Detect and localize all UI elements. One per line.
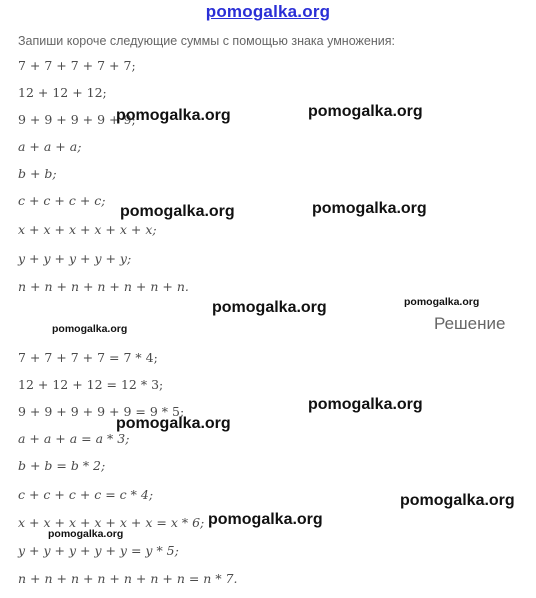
watermark: pomogalka.org	[120, 203, 235, 220]
solution-line: n + n + n + n + n + n + n = n * 7.	[18, 571, 238, 586]
sum-line: n + n + n + n + n + n + n.	[18, 279, 189, 294]
watermark: pomogalka.org	[116, 107, 231, 124]
solution-line: c + c + c + c = c * 4;	[18, 487, 154, 502]
watermark: pomogalka.org	[208, 511, 323, 528]
solution-line: 12 + 12 + 12 = 12 * 3;	[18, 377, 164, 392]
solution-line: 9 + 9 + 9 + 9 + 9 = 9 * 5;	[18, 404, 185, 419]
site-title[interactable]: pomogalka.org	[205, 2, 331, 21]
watermark: pomogalka.org	[308, 396, 423, 413]
sum-line: b + b;	[18, 166, 57, 181]
watermark: pomogalka.org	[212, 299, 327, 316]
sum-line: x + x + x + x + x + x;	[18, 222, 157, 237]
sum-line: 7 + 7 + 7 + 7 + 7;	[18, 58, 136, 73]
watermark: pomogalka.org	[116, 415, 231, 432]
solution-line: b + b = b * 2;	[18, 458, 106, 473]
watermark: pomogalka.org	[52, 323, 128, 335]
solution-line: x + x + x + x + x + x = x * 6;	[18, 515, 205, 530]
sum-line: y + y + y + y + y;	[18, 251, 132, 266]
watermark: pomogalka.org	[404, 296, 480, 308]
sum-line: c + c + c + c;	[18, 193, 106, 208]
watermark: pomogalka.org	[48, 528, 124, 540]
watermark: pomogalka.org	[308, 103, 423, 120]
sum-line: 9 + 9 + 9 + 9 + 9;	[18, 112, 136, 127]
task-text: Запиши короче следующие суммы с помощью знака умножения:	[18, 34, 395, 48]
watermark: pomogalka.org	[400, 492, 515, 509]
solution-heading: Решение	[434, 314, 506, 333]
watermark: pomogalka.org	[312, 200, 427, 217]
solution-line: y + y + y + y + y = y * 5;	[18, 543, 179, 558]
sum-line: 12 + 12 + 12;	[18, 85, 107, 100]
solution-line: 7 + 7 + 7 + 7 = 7 * 4;	[18, 350, 158, 365]
sum-line: a + a + a;	[18, 139, 82, 154]
solution-line: a + a + a = a * 3;	[18, 431, 130, 446]
